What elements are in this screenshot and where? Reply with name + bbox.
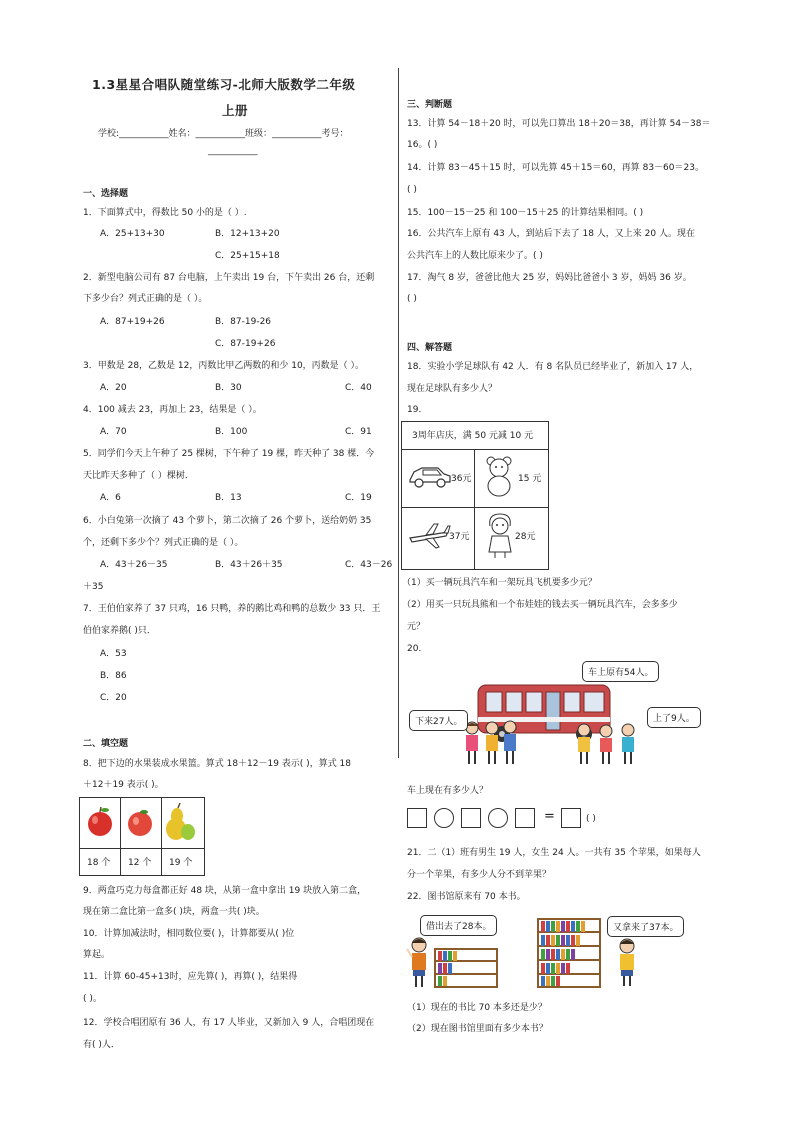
q19-bear-price: 15 元 xyxy=(518,474,542,484)
q22-sub2: （2）现在图书馆里面有多少本书？ xyxy=(407,1024,548,1034)
q5-option-c: C．19 xyxy=(345,493,372,503)
q6-option-c: C．43－26 xyxy=(345,560,393,570)
q12-stem-line1: 12．学校合唱团原有 36 人，有 17 人毕业，又新加入 9 人，合唱团现在 xyxy=(83,1018,375,1028)
boy-right-icon xyxy=(613,938,641,988)
q19-table-divider xyxy=(474,449,475,569)
q8-stem-line2: ＋12＋19 表示( )。 xyxy=(83,780,164,790)
q8-table-divider xyxy=(161,797,162,875)
q18-line1: 18．实验小学足球队有 42 人．有 8 名队员已经毕业了，新加入 17 人， xyxy=(407,362,699,372)
q2-option-a: A．87+19+26 xyxy=(100,317,165,327)
q21-line2: 分一个苹果，有多少人分不到苹果？ xyxy=(407,870,552,880)
q22-bubble-returned: 又拿来了37本。 xyxy=(607,916,684,937)
q7-option-c: C．20 xyxy=(100,693,127,703)
q20-result-box[interactable] xyxy=(561,808,581,828)
passengers-getting-on-icon xyxy=(574,722,644,770)
q4-option-b: B．100 xyxy=(215,427,248,437)
section-heading-fill: 二、填空题 xyxy=(83,739,129,749)
q19-plane-price: 37元 xyxy=(449,532,470,542)
q10-stem-line2: 算起。 xyxy=(83,950,111,960)
q9-stem-line1: 9．两盒巧克力每盒都正好 48 块，从第一盒中拿出 19 块放入第二盒， xyxy=(83,886,367,896)
bookshelf-right-icon xyxy=(537,918,601,988)
q8-cell-pear-count: 19 个 xyxy=(169,858,193,868)
bookshelf-left-icon xyxy=(434,948,498,988)
q20-answer-box[interactable] xyxy=(515,808,535,828)
q3-option-b: B．30 xyxy=(215,383,242,393)
q8-cell-apple-count: 18 个 xyxy=(87,858,111,868)
q1-option-b: B．12+13+20 xyxy=(215,229,280,239)
q5-stem-line1: 5．同学们今天上午种了 25 棵树，下午种了 19 棵，昨天种了 38 棵．今 xyxy=(83,449,375,459)
student-info-tail: ___________ xyxy=(208,146,258,156)
q7-stem-line1: 7．王伯伯家养了 37 只鸡，16 只鸭，养的鹅比鸡和鸭的总数少 33 只．王 xyxy=(83,604,381,614)
q16-line2: 公共汽车上的人数比原来少了。( ) xyxy=(407,251,543,261)
q6-option-b: B．43＋26＋35 xyxy=(215,560,283,570)
q2-stem-line1: 2．新型电脑公司有 87 台电脑，上午卖出 19 台，下午卖出 26 台，还剩 xyxy=(83,273,375,283)
q2-option-b: B．87-19-26 xyxy=(215,317,272,327)
q5-option-a: A．6 xyxy=(100,493,121,503)
q19-car-price: 36元 xyxy=(451,474,472,484)
q22-bubble-lent: 借出去了28本。 xyxy=(420,915,497,936)
q20-answer-box[interactable] xyxy=(461,808,481,828)
q20-bubble-on: 上了9人。 xyxy=(647,707,701,728)
q6-stem-line2: 个，还剩下多少个？列式正确的是（ ）。 xyxy=(83,538,244,548)
q19-promo-header: 3周年店庆，满 50 元减 10 元 xyxy=(412,431,534,441)
q16-line1: 16．公共汽车上原有 43 人，到站后下去了 18 人，又上来 20 人。现在 xyxy=(407,229,695,239)
q6-stem-line1: 6．小白兔第一次摘了 43 个萝卜，第二次摘了 26 个萝卜，送给奶奶 35 xyxy=(83,516,372,526)
column-divider xyxy=(398,68,399,758)
q4-option-a: A．70 xyxy=(100,427,127,437)
q12-stem-line2: 有( )人． xyxy=(83,1040,120,1050)
boy-left-icon xyxy=(407,937,431,989)
q19-sub2-line2: 元？ xyxy=(407,622,426,632)
q8-cell-peach-count: 12 个 xyxy=(128,858,152,868)
q3-stem: 3．甲数是 28，乙数是 12，丙数比甲乙两数的和少 10，丙数是（ ）。 xyxy=(83,361,365,371)
q4-option-c: C．91 xyxy=(345,427,372,437)
rag-doll-icon xyxy=(486,512,514,560)
q20-bubble-off: 下来27人。 xyxy=(409,710,468,731)
q4-stem: 4．100 减去 23，再加上 23，结果是（ ）。 xyxy=(83,405,262,415)
q19-number: 19． xyxy=(407,405,428,415)
q20-answer-box[interactable] xyxy=(407,808,427,828)
q19-sub1: （1）买一辆玩具汽车和一架玩具飞机要多少元？ xyxy=(402,578,597,588)
section-heading-solve: 四、解答题 xyxy=(407,343,453,353)
q20-number: 20． xyxy=(407,644,428,654)
apple-icon xyxy=(86,806,114,838)
section-heading-judge: 三、判断题 xyxy=(407,100,453,110)
q7-option-b: B．86 xyxy=(100,671,127,681)
q9-stem-line2: 现在第二盒比第一盒多( )块，两盒一共( )块。 xyxy=(83,907,265,917)
q18-line2: 现在足球队有多少人？ xyxy=(407,384,498,394)
q10-stem-line1: 10．计算加减法时，相同数位要( )，计算都要从( )位 xyxy=(83,929,295,939)
q7-option-a: A．53 xyxy=(100,649,127,659)
q17-line1: 17．淘气 8 岁，爸爸比他大 25 岁，妈妈比爸爸小 3 岁，妈妈 36 岁。 xyxy=(407,273,692,283)
q3-option-a: A．20 xyxy=(100,383,127,393)
q19-sub2-line1: （2）用买一只玩具熊和一个布娃娃的钱去买一辆玩具汽车，会多多少 xyxy=(402,600,678,610)
q8-table-divider xyxy=(120,797,121,875)
q19-doll-price: 28元 xyxy=(515,532,536,542)
q21-line1: 21．二（1）班有男生 19 人，女生 24 人。一共有 35 个苹果，如果每人 xyxy=(407,848,701,858)
q14-line1: 14．计算 83－45＋15 时，可以先算 45＋15＝60，再算 83－60＝23。 xyxy=(407,163,704,173)
q1-option-a: A．25+13+30 xyxy=(100,229,165,239)
q1-option-c: C．25+15+18 xyxy=(215,251,280,261)
q6-option-c-cont: ＋35 xyxy=(83,582,104,592)
q3-option-c: C．40 xyxy=(345,383,372,393)
passengers-getting-off-icon xyxy=(462,720,522,770)
q15-line1: 15．100－15－25 和 100－15＋25 的计算结果相同。( ) xyxy=(407,208,644,218)
q20-question: 车上现在有多少人？ xyxy=(407,786,489,796)
q20-operator-circle[interactable] xyxy=(434,808,454,828)
pear-icon xyxy=(164,802,198,842)
q22-sub1: （1）现在的书比 70 本多还是少？ xyxy=(407,1003,547,1013)
student-info-line: 学校:___________姓名：___________班级：___________考号： xyxy=(98,129,349,139)
q7-stem-line2: 伯伯家养鹅( )只． xyxy=(83,626,156,636)
q2-option-c: C．87-19+26 xyxy=(215,339,276,349)
q13-line1: 13．计算 54－18＋20 时，可以先口算出 18＋20＝38，再计算 54－38＝ xyxy=(407,119,711,129)
peach-icon xyxy=(126,808,154,838)
q22-line1: 22．图书馆原来有 70 本书。 xyxy=(407,892,526,902)
q6-option-a: A．43＋26－35 xyxy=(100,560,168,570)
q5-stem-line2: 天比昨天多种了（ ）棵树． xyxy=(83,471,194,481)
q13-line2: 16。( ) xyxy=(407,140,438,150)
section-heading-choice: 一、选择题 xyxy=(83,189,129,199)
q20-equals-sign: = xyxy=(544,809,555,824)
q8-table-divider xyxy=(79,848,204,849)
q1-stem: 1．下面算式中，得数比 50 小的是（ ）. xyxy=(83,208,247,218)
q8-stem-line1: 8．把下边的水果装成水果篮。算式 18＋12－19 表示( )，算式 18 xyxy=(83,759,352,769)
doc-title-line2: 上册 xyxy=(222,103,249,118)
q20-unit: ( ) xyxy=(586,814,596,824)
q20-operator-circle[interactable] xyxy=(488,808,508,828)
toy-plane-icon xyxy=(408,522,450,550)
teddy-bear-icon xyxy=(484,455,514,497)
q20-bubble-original: 车上原有54人。 xyxy=(582,661,659,682)
q2-stem-line2: 下多少台？列式正确的是（ ）。 xyxy=(83,294,208,304)
q11-stem-line1: 11．计算 60-45+13时，应先算( )，再算( )，结果得 xyxy=(83,972,298,982)
toy-car-icon xyxy=(408,462,452,490)
q14-line2: ( ) xyxy=(407,185,417,195)
q11-stem-line2: ( )。 xyxy=(83,994,102,1004)
doc-title-line1: 1.3星星合唱队随堂练习-北师大版数学二年级 xyxy=(92,77,356,92)
q5-option-b: B．13 xyxy=(215,493,242,503)
q17-line2: ( ) xyxy=(407,294,417,304)
